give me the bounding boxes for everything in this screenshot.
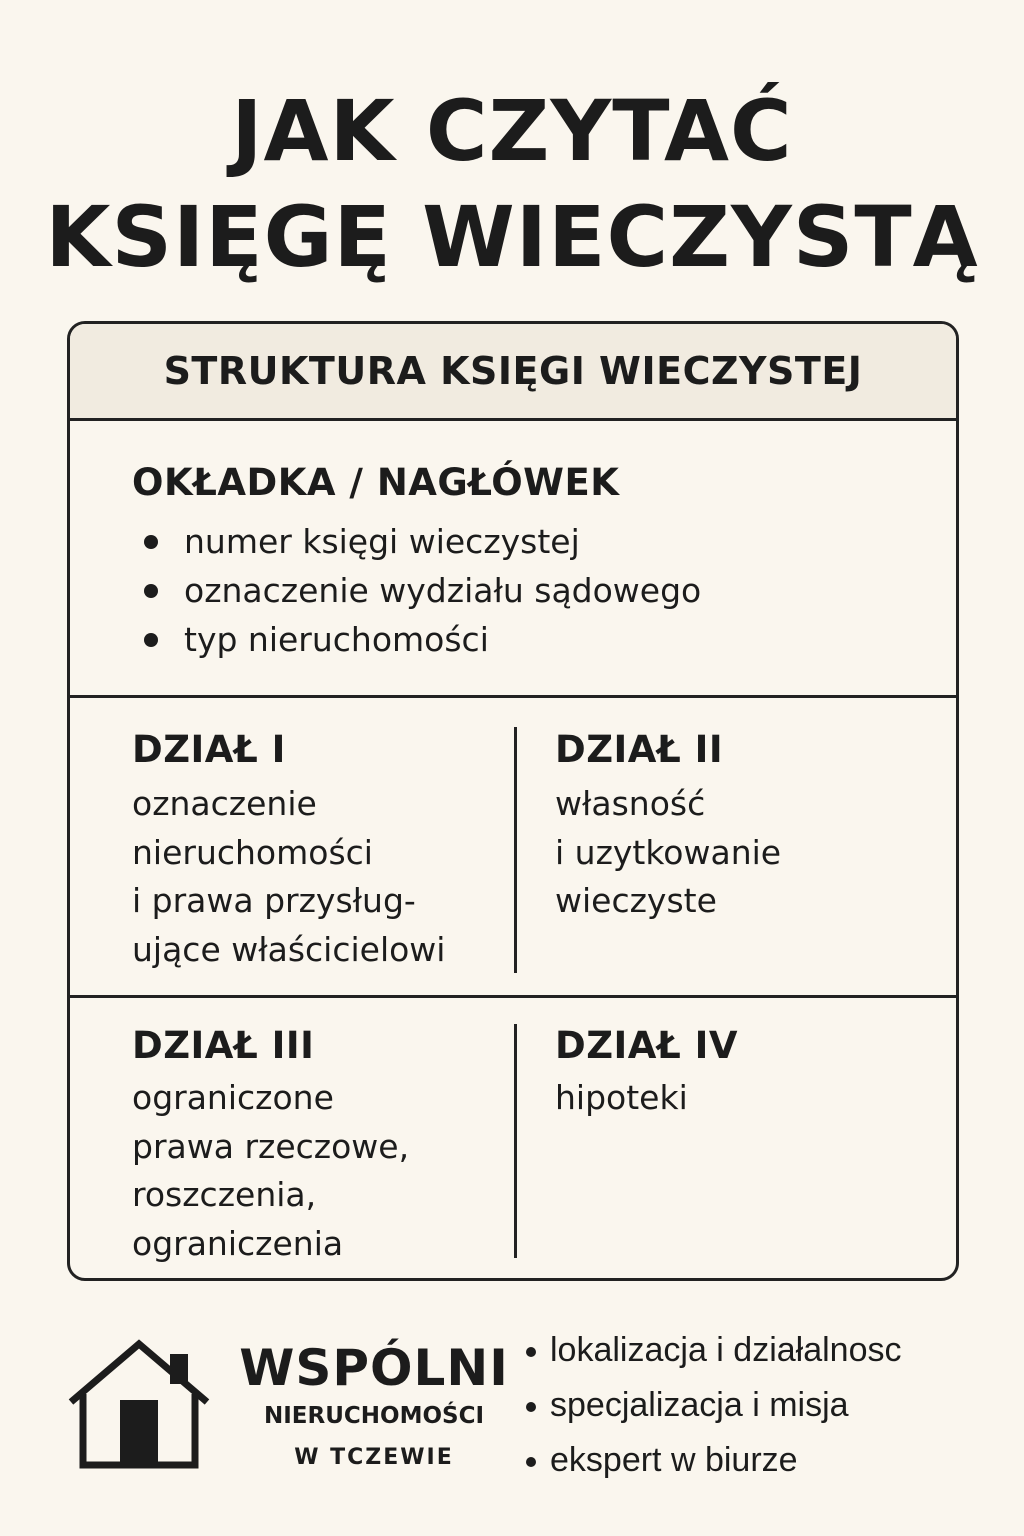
section-dzial-1 xyxy=(132,698,512,995)
list-item xyxy=(132,517,701,566)
brand-subtitle: NIERUCHOMOŚCI xyxy=(263,1403,485,1429)
section-description: oznaczenie nieruchomości i prawa przysług- ujące właścicielowi xyxy=(132,784,446,969)
list-item-text: ekspert w biurze xyxy=(550,1441,798,1479)
column-divider xyxy=(514,727,517,973)
house-icon xyxy=(66,1338,212,1470)
sections-row-2 xyxy=(70,998,956,1278)
list-item-text: oznaczenie wydziału sądowego xyxy=(184,571,702,610)
section-description: hipoteki xyxy=(555,1078,688,1117)
section-description: własność i uzytkowanie wieczyste xyxy=(555,784,782,920)
section-description: ograniczone prawa rzeczowe, roszczenia, ograniczenia xyxy=(132,1078,410,1263)
list-item xyxy=(520,1433,902,1488)
bullet-icon xyxy=(526,1457,536,1467)
section-dzial-4 xyxy=(555,998,935,1278)
page-title-line-1: JAK CZYTAĆ xyxy=(231,82,793,180)
bullet-icon xyxy=(144,584,158,598)
page-title xyxy=(0,78,1024,290)
cover-section xyxy=(70,421,956,698)
section-title: DZIAŁ III xyxy=(132,1024,315,1067)
list-item xyxy=(520,1323,902,1378)
section-dzial-2 xyxy=(555,698,935,995)
bullet-icon xyxy=(526,1402,536,1412)
card-header: STRUKTURA KSIĘGI WIECZYSTEJ xyxy=(70,324,956,421)
section-dzial-3 xyxy=(132,998,512,1278)
brand-city: W TCZEWIE xyxy=(294,1445,454,1470)
list-item xyxy=(132,615,701,664)
list-item-text: specjalizacja i misja xyxy=(550,1386,849,1424)
column-divider xyxy=(514,1024,517,1258)
bullet-icon xyxy=(144,535,158,549)
bullet-icon xyxy=(526,1347,536,1357)
footer-list xyxy=(520,1323,902,1488)
cover-section-title: OKŁADKA / NAGŁÓWEK xyxy=(132,461,620,504)
structure-card xyxy=(67,321,959,1281)
section-title: DZIAŁ II xyxy=(555,728,724,771)
section-title: DZIAŁ I xyxy=(132,728,286,771)
cover-items-list xyxy=(132,517,701,664)
page-title-line-2: KSIĘGĘ WIECZYSTĄ xyxy=(45,188,979,286)
brand-name: WSPÓLNI xyxy=(239,1339,509,1397)
list-item xyxy=(132,566,701,615)
list-item-text: numer księgi wieczystej xyxy=(184,522,580,561)
list-item-text: typ nieruchomości xyxy=(184,620,489,659)
section-title: DZIAŁ IV xyxy=(555,1024,738,1067)
list-item-text: lokalizacja i działalnosc xyxy=(550,1331,902,1369)
bullet-icon xyxy=(144,633,158,647)
sections-row-1 xyxy=(70,698,956,998)
list-item xyxy=(520,1378,902,1433)
